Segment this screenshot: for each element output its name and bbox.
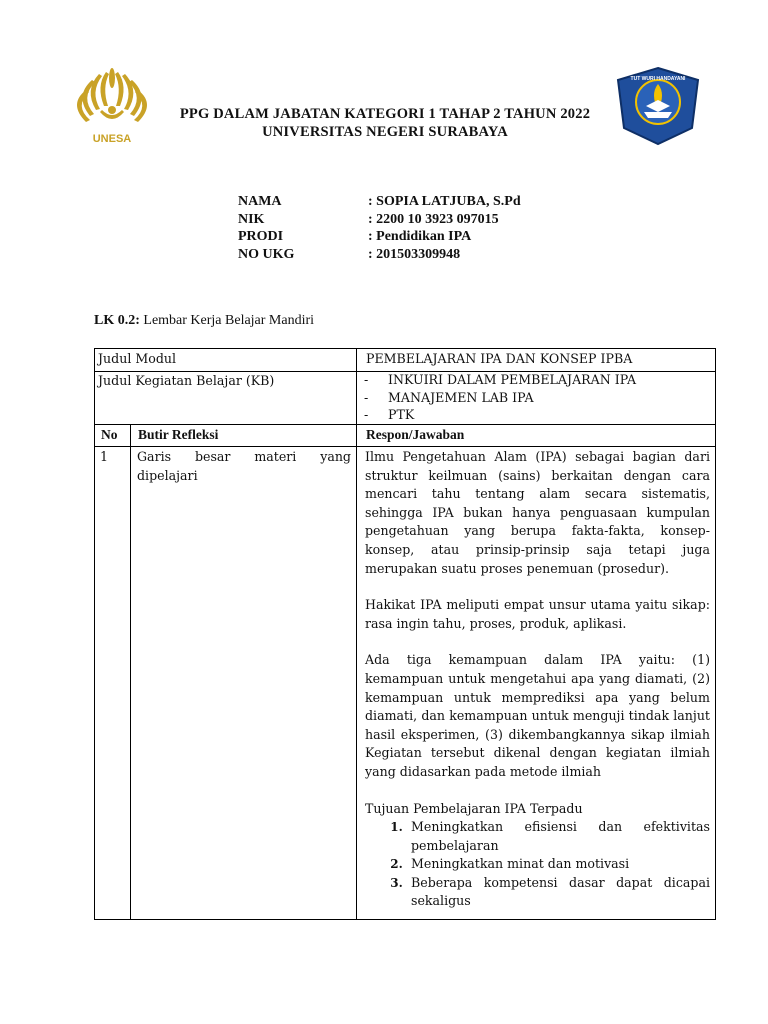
identity-row-prodi bbox=[238, 228, 521, 246]
row-number: 1 bbox=[100, 449, 109, 464]
identity-label: NIK bbox=[238, 211, 265, 227]
unesa-logo-icon bbox=[66, 66, 158, 146]
list-item: 2. Meningkatkan minat dan motivasi bbox=[407, 855, 710, 874]
worksheet-code: LK 0.2: bbox=[94, 313, 140, 328]
identity-label: NAMA bbox=[238, 194, 282, 209]
column-header-no: No bbox=[101, 427, 118, 442]
table-divider bbox=[130, 424, 131, 919]
kb-label: Judul Kegiatan Belajar (KB) bbox=[98, 373, 275, 388]
goals-list bbox=[365, 818, 710, 911]
column-header-butir: Butir Refleksi bbox=[138, 427, 219, 442]
identity-label: PRODI bbox=[238, 229, 284, 244]
table-divider bbox=[95, 424, 715, 425]
header-title-line2: UNIVERSITAS NEGERI SURABAYA bbox=[262, 124, 508, 140]
reflection-item: Garis besar materi yang dipelajari bbox=[137, 449, 351, 483]
identity-value: : 2200 10 3923 097015 bbox=[368, 211, 499, 227]
identity-row-nama bbox=[238, 193, 521, 211]
identity-row-nik bbox=[238, 211, 521, 229]
identity-label: NO UKG bbox=[238, 246, 295, 262]
table-divider bbox=[356, 349, 357, 919]
header-title bbox=[150, 105, 620, 141]
identity-value: : 201503309948 bbox=[368, 246, 461, 262]
list-item: - INKUIRI DALAM PEMBELAJARAN IPA bbox=[364, 372, 637, 387]
list-item: 3. Beberapa kompetensi dasar dapat dicapai sekaligus bbox=[407, 874, 710, 911]
worksheet-title bbox=[94, 313, 314, 329]
worksheet-name: Lembar Kerja Belajar Mandiri bbox=[139, 313, 315, 328]
identity-row-no-ukg bbox=[238, 246, 521, 264]
list-item: 1. Meningkatkan efisiensi dan efektivitas pembelajaran bbox=[407, 818, 710, 855]
reflection-table bbox=[94, 348, 716, 920]
identity-block bbox=[238, 193, 521, 263]
module-value: PEMBELAJARAN IPA DAN KONSEP IPBA bbox=[366, 351, 633, 366]
column-header-respon: Respon/Jawaban bbox=[366, 427, 465, 442]
response-paragraph: Ilmu Pengetahuan Alam (IPA) sebagai bagian dari struktur keilmuan (sains) berkaitan dengan cara mencari tahu tentang alam secara sistematis, sehingga IPA bukan hanya penguasaan kumpulan pengetahuan yang berupa fakta-fakta, konsep-konsep, atau prinsip-prinsip saja tetapi juga merupakan suatu proses penemuan (prosedur). bbox=[365, 449, 710, 576]
table-divider bbox=[95, 446, 715, 447]
list-item: - PTK bbox=[364, 407, 415, 422]
response-paragraph: Ada tiga kemampuan dalam IPA yaitu: (1) kemampuan untuk mengetahui apa yang diamati, (2) kemampuan untuk memprediksi apa yang belum diamati, dan kemampuan untuk menguji tindak lanjut hasil eksperimen, (3) dikembangkannya sikap ilmiah Kegiatan tersebut dikenal dengan kegiatan ilmiah yang didasarkan pada metode ilmiah bbox=[365, 652, 710, 779]
identity-value: : Pendidikan IPA bbox=[368, 229, 472, 244]
module-label: Judul Modul bbox=[98, 351, 177, 366]
response-paragraph: Hakikat IPA meliputi empat unsur utama yaitu sikap: rasa ingin tahu, proses, produk, aplikasi. bbox=[365, 597, 710, 631]
goals-title: Tujuan Pembelajaran IPA Terpadu bbox=[365, 800, 583, 816]
identity-value: : SOPIA LATJUBA, S.Pd bbox=[368, 194, 521, 209]
kb-list bbox=[364, 371, 636, 424]
list-item: - MANAJEMEN LAB IPA bbox=[364, 389, 534, 405]
header-title-line1: PPG DALAM JABATAN KATEGORI 1 TAHAP 2 TAHUN 2022 bbox=[179, 106, 591, 122]
tut-wuri-handayani-logo-icon bbox=[614, 66, 702, 146]
tut-wuri-handayani-text: TUT WURI HANDAYANI bbox=[630, 76, 686, 82]
response-text bbox=[365, 448, 710, 911]
unesa-logo-text: UNESA bbox=[92, 133, 132, 145]
